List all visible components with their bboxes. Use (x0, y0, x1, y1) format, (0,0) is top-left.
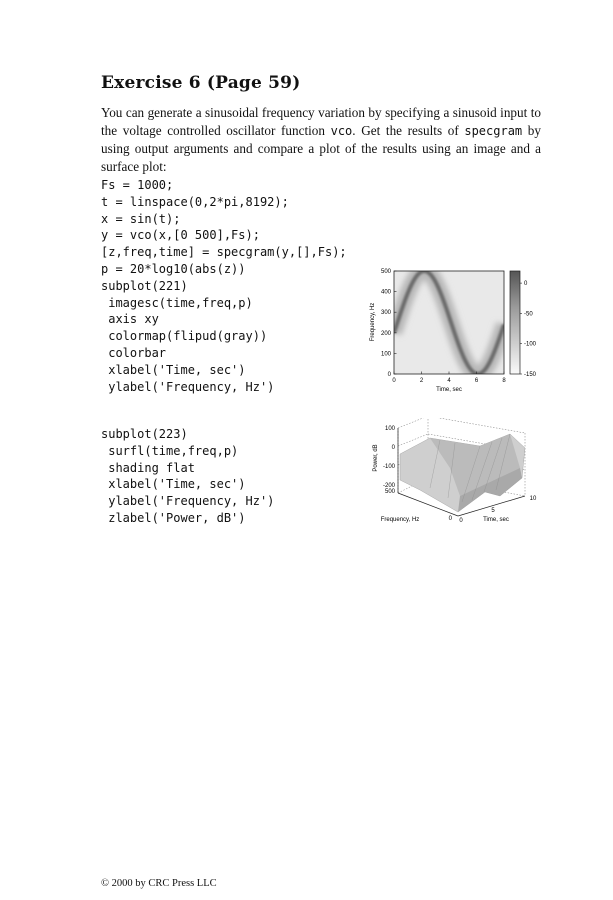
surface-chart (360, 418, 550, 528)
code-line: subplot(223) (101, 427, 188, 441)
spectrogram-y-label: Frequency, Hz (370, 302, 376, 342)
code-block-2 (101, 426, 274, 527)
intro-paragraph (101, 104, 541, 175)
code-line: colorbar (101, 345, 167, 360)
x-tick-label: 6 (474, 378, 479, 384)
y-tick-label: 500 (384, 489, 395, 495)
x-tick-label: 4 (447, 378, 451, 384)
x-tick-label: 5 (491, 508, 495, 514)
code-line: [z,freq,time] = specgram(y,[],Fs); (101, 245, 347, 260)
copyright-footer: © 2000 by CRC Press LLC (101, 878, 217, 889)
vco-function-name: vco (330, 123, 353, 138)
code-line: surfl(time,freq,p) (101, 443, 239, 458)
surface-y-label: Frequency, Hz (380, 517, 420, 523)
code-line: ylabel('Frequency, Hz') (101, 379, 275, 394)
code-line: xlabel('Time, sec') (101, 477, 246, 492)
y-tick-label: 200 (380, 330, 391, 337)
code-line: zlabel('Power, dB') (101, 510, 246, 525)
code-line: y = vco(x,[0 500],Fs); (101, 228, 260, 243)
colorbar (510, 271, 520, 374)
surface-z-label: Power, dB (373, 444, 379, 472)
surface-figure (360, 418, 550, 528)
x-tick-label: 8 (502, 378, 506, 384)
code-line: colormap(flipud(gray)) (101, 329, 268, 344)
z-tick-label: 100 (384, 426, 395, 432)
surface-x-label: Time, sec (483, 517, 509, 523)
x-tick-label: 0 (459, 518, 463, 524)
z-tick-label: -100 (382, 464, 395, 470)
y-tick-label: 300 (380, 310, 391, 317)
code-line: axis xy (101, 312, 159, 327)
intro-text-3: by using output arguments and compare a plot of the results using an image and a surface plot: (101, 122, 541, 174)
code-line: x = sin(t); (101, 211, 181, 226)
code-line: subplot(221) (101, 278, 188, 293)
spectrogram-figure (360, 262, 550, 397)
colorbar-tick-label: -50 (524, 311, 533, 318)
intro-text-1: You can generate a sinusoidal frequency variation by specifying a sinusoid input to the voltage controlled oscillator function (101, 105, 541, 138)
x-tick-label: 0 (392, 378, 396, 384)
code-line: xlabel('Time, sec') (101, 362, 246, 377)
y-tick-label: 100 (380, 351, 391, 358)
intro-text-2: . Get the results of (352, 122, 465, 138)
specgram-function-name: specgram (464, 123, 523, 138)
spectrogram-chart (360, 262, 550, 397)
code-line: imagesc(time,freq,p) (101, 295, 253, 310)
z-tick-label: 0 (391, 445, 395, 451)
code-line: ylabel('Frequency, Hz') (101, 494, 275, 509)
z-tick-label: -200 (382, 483, 395, 489)
exercise-title: Exercise 6 (Page 59) (101, 73, 301, 93)
code-line: shading flat (101, 460, 195, 475)
code-line: Fs = 1000; (101, 178, 174, 192)
x-tick-label: 2 (419, 378, 424, 384)
code-block-1 (101, 177, 347, 395)
y-tick-label: 0 (387, 372, 391, 378)
spectrogram-x-label: Time, sec (436, 387, 462, 393)
colorbar-tick-label: -100 (524, 341, 537, 348)
y-tick-label: 400 (380, 289, 391, 296)
code-line: t = linspace(0,2*pi,8192); (101, 194, 289, 209)
code-line: p = 20*log10(abs(z)) (101, 261, 246, 276)
x-tick-label: 10 (529, 496, 537, 502)
y-tick-label: 0 (448, 516, 452, 522)
colorbar-tick-label: -150 (524, 372, 537, 378)
colorbar-tick-label: 0 (524, 281, 528, 288)
y-tick-label: 500 (380, 269, 391, 275)
